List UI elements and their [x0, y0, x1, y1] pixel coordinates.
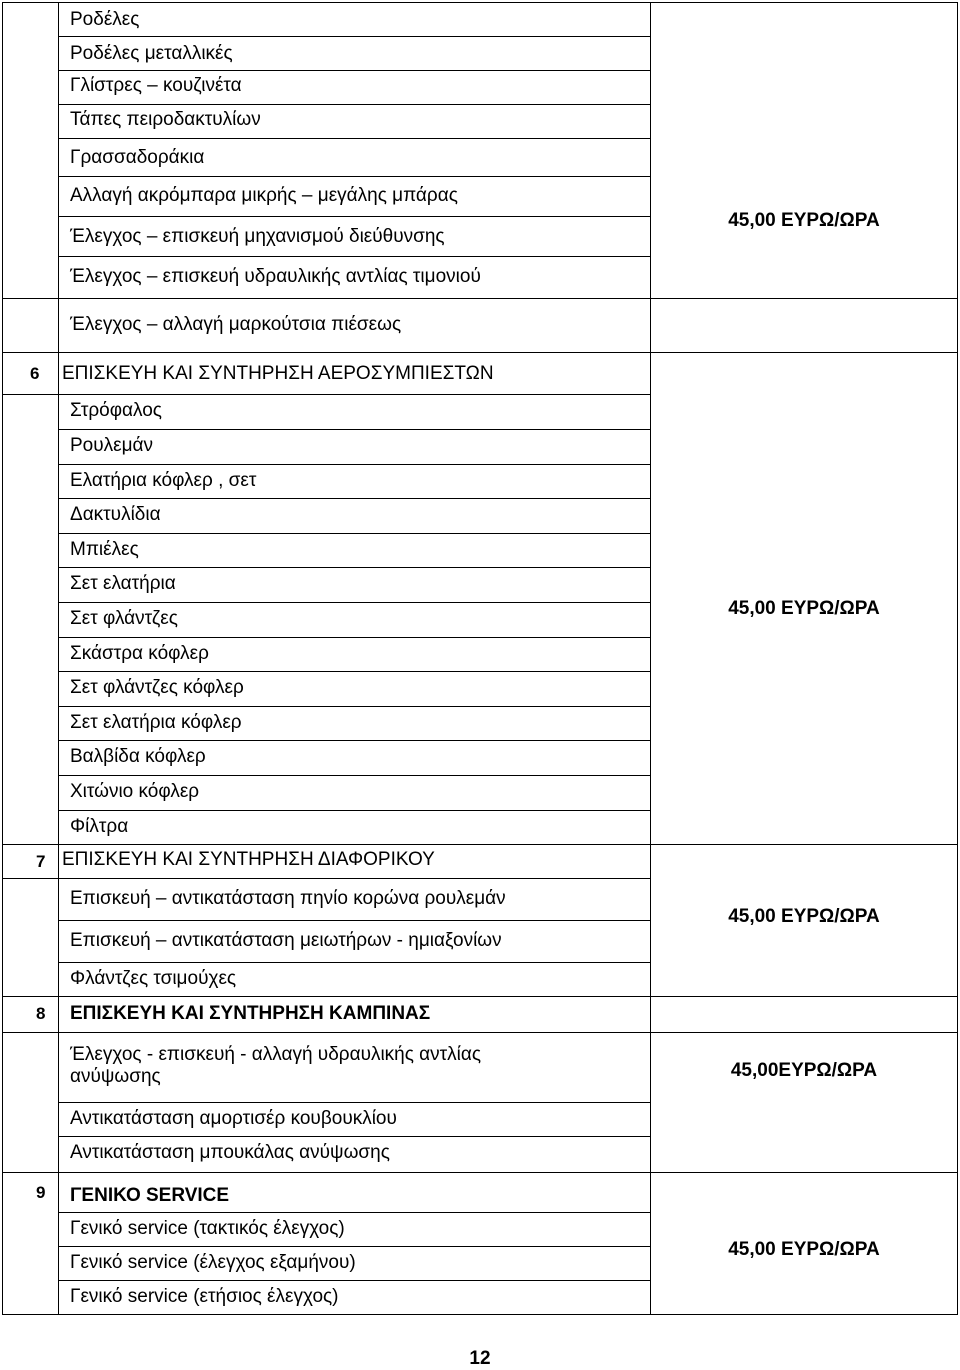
- list-item: Μπιέλες: [70, 539, 139, 560]
- row-divider: [58, 671, 650, 672]
- list-item: Χιτώνιο κόφλερ: [70, 781, 200, 802]
- table-border-left: [2, 2, 3, 1314]
- price-label: 45,00 ΕΥΡΩ/ΩΡΑ: [728, 1239, 880, 1260]
- row-divider: [58, 176, 650, 177]
- row-divider: [58, 1102, 650, 1103]
- row-divider: [58, 216, 650, 217]
- section-number: 8: [36, 1004, 46, 1023]
- row-divider: [58, 740, 650, 741]
- row-divider: [58, 1280, 650, 1281]
- list-item: Φίλτρα: [70, 816, 129, 837]
- row-divider: [58, 1212, 650, 1213]
- list-item: Σετ ελατήρια: [70, 573, 176, 594]
- table-border-top: [2, 2, 958, 3]
- list-item: Ροδέλες: [70, 9, 140, 30]
- list-item: Σετ ελατήρια κόφλερ: [70, 712, 242, 733]
- table-border-bottom: [2, 1314, 958, 1315]
- section-number: 7: [36, 852, 46, 871]
- row-divider: [58, 533, 650, 534]
- row-divider: [58, 962, 650, 963]
- row-divider: [58, 602, 650, 603]
- list-item: Επισκευή – αντικατάσταση μειωτήρων - ημιαξονίων: [70, 930, 502, 951]
- row-divider: [58, 429, 650, 430]
- list-item: Φλάντζες τσιμούχες: [70, 968, 237, 989]
- section-title: ΕΠΙΣΚΕΥΗ ΚΑΙ ΣΥΝΤΗΡΗΣΗ ΔΙΑΦΟΡΙΚΟΥ: [62, 849, 435, 870]
- row-divider: [2, 878, 650, 879]
- row-divider: [2, 352, 958, 353]
- section-title: ΕΠΙΣΚΕΥΗ ΚΑΙ ΣΥΝΤΗΡΗΣΗ ΑΕΡΟΣΥΜΠΙΕΣΤΩΝ: [62, 363, 494, 384]
- row-divider: [58, 36, 650, 37]
- row-divider: [58, 498, 650, 499]
- list-item: Ρουλεμάν: [70, 435, 154, 456]
- page-number: 12: [469, 1348, 491, 1369]
- row-divider: [58, 1246, 650, 1247]
- row-divider: [58, 104, 650, 105]
- list-item: Γενικό service (έλεγχος εξαμήνου): [70, 1252, 356, 1273]
- list-item: Γρασσαδοράκια: [70, 147, 205, 168]
- price-label: 45,00 ΕΥΡΩ/ΩΡΑ: [728, 598, 880, 619]
- list-item: Ελατήρια κόφλερ , σετ: [70, 470, 257, 491]
- row-divider: [2, 1172, 958, 1173]
- row-divider: [2, 1032, 958, 1033]
- row-divider: [58, 706, 650, 707]
- table-border-right: [957, 2, 958, 1314]
- list-item: Αντικατάσταση αμορτισέρ κουβουκλίου: [70, 1108, 397, 1129]
- list-item: Σκάστρα κόφλερ: [70, 643, 209, 664]
- list-item: Έλεγχος – αλλαγή μαρκούτσια πιέσεως: [70, 314, 402, 335]
- list-item: Έλεγχος – επισκευή υδραυλικής αντλίας τιμονιού: [70, 266, 481, 287]
- row-divider: [58, 567, 650, 568]
- row-divider: [2, 394, 650, 395]
- price-label: 45,00ΕΥΡΩ/ΩΡΑ: [730, 1060, 878, 1081]
- row-divider: [58, 70, 650, 71]
- row-divider: [58, 920, 650, 921]
- list-item: Σετ φλάντζες: [70, 608, 178, 629]
- row-divider: [58, 1136, 650, 1137]
- list-item: Γλίστρες – κουζινέτα: [70, 75, 242, 96]
- list-item: Ροδέλες μεταλλικές: [70, 43, 233, 64]
- list-item: Βαλβίδα κόφλερ: [70, 746, 206, 767]
- list-item: Έλεγχος - επισκευή - αλλαγή υδραυλικής αντλίας ανύψωσης: [70, 1044, 482, 1087]
- row-divider: [58, 775, 650, 776]
- price-label: 45,00 ΕΥΡΩ/ΩΡΑ: [728, 906, 880, 927]
- list-item: Τάπες πειροδακτυλίων: [70, 109, 261, 130]
- list-item: Αντικατάσταση μπουκάλας ανύψωσης: [70, 1142, 390, 1163]
- row-divider: [58, 138, 650, 139]
- list-item: Επισκευή – αντικατάσταση πηνίο κορώνα ρουλεμάν: [70, 888, 506, 909]
- list-item: Δακτυλίδια: [70, 504, 161, 525]
- section-number: 9: [36, 1183, 46, 1202]
- row-divider: [2, 844, 958, 845]
- row-divider: [58, 637, 650, 638]
- list-item: Αλλαγή ακρόμπαρα μικρής – μεγάλης μπάρας: [70, 185, 458, 206]
- section-title: ΕΠΙΣΚΕΥΗ ΚΑΙ ΣΥΝΤΗΡΗΣΗ ΚΑΜΠΙΝΑΣ: [70, 1003, 431, 1024]
- list-item: Στρόφαλος: [70, 400, 162, 421]
- list-item: Γενικό service (τακτικός έλεγχος): [70, 1218, 345, 1239]
- row-divider: [58, 810, 650, 811]
- table-border-price-col: [650, 2, 651, 1314]
- list-item: Σετ φλάντζες κόφλερ: [70, 677, 244, 698]
- row-divider: [58, 256, 650, 257]
- list-item: Έλεγχος – επισκευή μηχανισμού διεύθυνσης: [70, 226, 445, 247]
- row-divider: [2, 298, 958, 299]
- price-label: 45,00 ΕΥΡΩ/ΩΡΑ: [728, 210, 880, 231]
- list-item: Γενικό service (ετήσιος έλεγχος): [70, 1286, 339, 1307]
- row-divider: [2, 996, 958, 997]
- section-number: 6: [30, 364, 40, 383]
- table-border-number-col: [58, 2, 59, 1314]
- section-title: ΓΕΝΙΚΟ SERVICE: [70, 1185, 230, 1206]
- row-divider: [58, 464, 650, 465]
